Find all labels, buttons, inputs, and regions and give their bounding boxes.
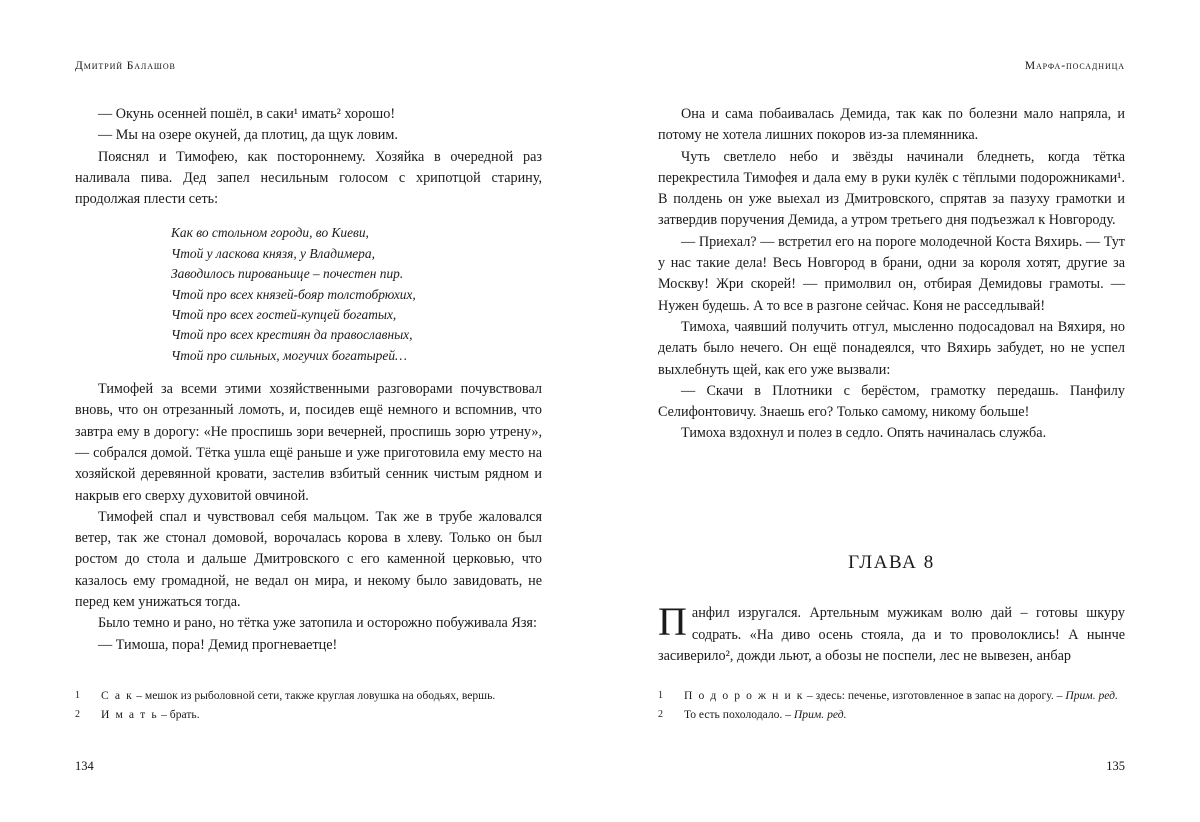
verse-line: Чтой про всех гостей-купцей богатых, (171, 306, 397, 322)
paragraph: Было темно и рано, но тётка уже затопила и осторожно побуживала Язя: (98, 615, 537, 632)
footnote-attribution: Прим. ред. (793, 708, 847, 722)
paragraph: Чуть светлело небо и звёзды начинали бледнеть, когда тётка перекрестила Тимофея и дала ему в руки кулёк с тёплыми подорожниками¹. В полдень он уже выехал из Дмитровского, спрятав за пазуху грамотки и затвердив поручения Демида, а утром третьего дня подъезжал к Новгороду. (658, 148, 1125, 229)
chapter-heading: ГЛАВА 8 (848, 551, 935, 573)
footnote-item (658, 707, 1125, 724)
chapter-opening-text: анфил изругался. Артельным мужикам волю дай – готовы шкуру содрать. «На диво осень стояла, да и то проволоклись! А нынче засиверило², дожди льют, а обозы не поспели, лес не вывезен, анбар (658, 605, 1125, 664)
verse-line: Чтой про сильных, могучих богатырей… (171, 347, 407, 363)
paragraph: — Мы на озере окуней, да плотиц, да щук ловим. (98, 127, 398, 144)
verse-line: Как во стольном городи, во Киеви, (171, 225, 369, 241)
paragraph: Тимоха, чаявший получить отгул, мысленно подосадовал на Вяхиря, но делать было нечего. Он ещё понадеялся, что Вяхирь забудет, но не успел выхлебнуть щей, как его уже вызвали: (658, 318, 1125, 378)
footnote-body: – здесь: печенье, изготовленное в запас на дорогу. – (804, 689, 1066, 703)
footnote-term: П о д о р о ж н и к (684, 689, 804, 703)
footnote-item (75, 707, 542, 724)
footnote-number: 1 (658, 690, 663, 702)
paragraph: Пояснял и Тимофею, как постороннему. Хозяйка в очередной раз наливала пива. Дед запел несильным голосом с хрипотцой старину, продолжая плести сеть: (75, 148, 542, 208)
page-number-right: 135 (1106, 759, 1125, 773)
running-head-author: Дмитрий Балашов (75, 60, 176, 72)
footnote-item (75, 688, 542, 705)
footnote-number: 2 (75, 709, 80, 721)
verse-line: Заводилось пированьице – почестен пир. (171, 266, 404, 282)
paragraph: Тимофей спал и чувствовал себя мальцом. Так же в трубе жаловался ветер, так же стонал домовой, ворочалась корова в хлеву. Только он был ростом до стола и дальше Дмитровского с его каменной церковью, что казалось ему громадной, не ведал он мира, и некому было завидовать, не перед кем унижаться тогда. (75, 508, 542, 611)
footnote-body: – брать. (158, 708, 200, 722)
chapter-opening-paragraph (658, 599, 1125, 667)
footnote-text (101, 688, 542, 705)
running-head-title: Марфа-посадница (1024, 60, 1125, 72)
left-page-footnotes (75, 688, 542, 726)
verse-line: Чтой про всех князей-бояр толстобрюхих, (171, 286, 416, 302)
paragraph: Она и сама побаивалась Демида, так как по болезни мало напряла, и потому не хотела лишних покоров из-за племянника. (658, 106, 1125, 144)
paragraph: Тимофей за всеми этими хозяйственными разговорами почувствовал вновь, что он отрезанный ломоть, и, посидев ещё немного и вспомнив, что завтра ему в дорогу: «Не проспишь зори вечерней, проспишь зорю утрену», — собрался домой. Тётка ушла ещё раньше и уже приготовила ему место на хозяйской деревянной кровати, застелив взбитый сенник чистым рядном и накрыв его сверху духовитой овчиной. (75, 381, 542, 504)
paragraph: Тимоха вздохнул и полез в седло. Опять начиналась служба. (681, 425, 1047, 442)
footnote-term: С а к (101, 689, 134, 703)
paragraph: — Приехал? — встретил его на пороге молодечной Коста Вяхирь. — Тут у нас такие дела! Весь Новгород в брани, одни за короля хотят, другие за Москву! Жри скорей! — примолвил он, отбирая Демидовы грамоты. — Нужен будешь. А то все в разгоне сейчас. Коня не расседлывай! (658, 233, 1125, 314)
paragraph: — Скачи в Плотники с берёстом, грамотку передашь. Панфилу Селифонтовичу. Знаешь его? Только самому, никому больше! (658, 382, 1125, 421)
footnote-text (684, 707, 1125, 724)
right-page-footnotes (658, 688, 1125, 726)
verse-line: Чтой у ласкова князя, у Владимера, (171, 245, 375, 261)
footnote-number: 1 (75, 690, 80, 702)
page-number-left: 134 (75, 759, 94, 773)
footnote-number: 2 (658, 709, 663, 721)
verse-block (75, 223, 542, 366)
footnote-body: – мешок из рыболовной сети, также круглая ловушка на ободьях, вершь. (133, 689, 496, 703)
footnote-item (658, 688, 1125, 705)
verse-line: Чтой про всех крестиян да православных, (171, 327, 413, 343)
right-page (600, 0, 1200, 822)
drop-cap: П (658, 599, 687, 645)
paragraph: — Тимоша, пора! Демид прогневаетце! (98, 636, 338, 653)
footnote-text (684, 688, 1125, 705)
left-page-text-column (75, 104, 542, 656)
right-page-text-column (658, 104, 1125, 667)
footnote-body: То есть похолодало. – (684, 708, 794, 722)
footnote-attribution: Прим. ред. (1065, 689, 1118, 703)
footnote-term: И м а т ь (101, 708, 159, 722)
paragraph: — Окунь осенней пошёл, в саки¹ имать² хорошо! (98, 106, 396, 122)
footnote-text (101, 707, 542, 724)
